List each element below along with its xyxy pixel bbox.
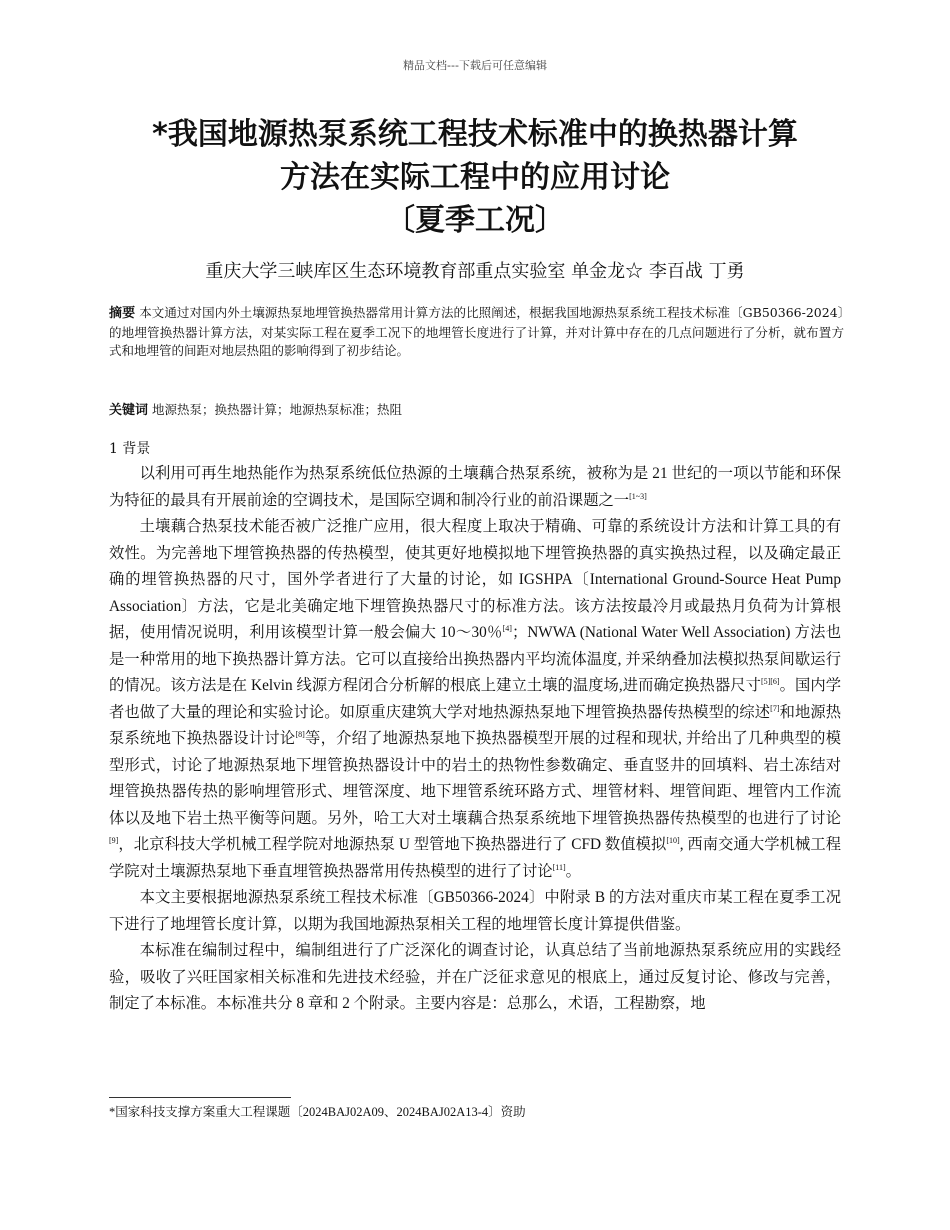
text-run: 。国内学者也做了大量的理论和实验讨论。如原重庆建筑大学对地热源热泵地下埋管换热器传热模型的综述 — [109, 677, 841, 721]
page-header: 精品文档---下载后可任意编辑 — [403, 59, 547, 72]
text-run: ，北京科技大学机械工程学院对地源热泵 U 型管地下换热器进行了 CFD 数值模拟 — [118, 836, 667, 853]
text-run: , 西南交通大学机械工程学院对土壤源热泵地下垂直埋管换热器常用传热模型的进行了讨论 — [109, 836, 841, 880]
citation: [8] — [295, 730, 305, 739]
body-text — [109, 461, 841, 1018]
text-run: ；NWWA (National Water Well Association) 方法也是一种常用的地下换热器计算方法。它可以直接给出换热器内平均流体温度, 并采纳叠加法模拟热泵间歇运行的情况。该方法是在 Kelvin 线源方程闭合分析解的根底上建立土壤的温度场,进而确定换热器尺寸 — [109, 624, 841, 694]
footnote: *国家科技支撑方案重大工程课题〔2024BAJ02A09、2024BAJ02A13-4〕资助 — [109, 1105, 526, 1119]
keywords — [109, 399, 844, 418]
abstract-label: 摘要 — [109, 306, 136, 321]
text-run: 。 — [565, 862, 581, 880]
citation: [10] — [666, 836, 680, 845]
text-run: 等，介绍了地源热泵地下换热器模型开展的过程和现状, 并给出了几种典型的模型形式，讨论了地源热泵地下埋管换热器设计中的岩土的热物性参数确定、垂直竖井的回填料、岩土冻结对埋管换热器传热的影响埋管形式、埋管深度、地下埋管系统环路方式、埋管材料、埋管间距、埋管内工作流体以及地下岩土热平衡等问题。另外，哈工大对土壤藕合热泵系统地下埋管换热器传热模型的也进行了讨论 — [109, 730, 841, 827]
abstract-text: 本文通过对国内外土壤源热泵地埋管换热器常用计算方法的比照阐述，根据我国地源热泵系统工程技术标准〔GB50366-2024〕的地埋管换热器计算方法，对某实际工程在夏季工况下的地埋管长度进行了计算，并对计算中存在的几点问题进行了分析，就布置方式和地埋管的间距对地层热阻的影响得到了初步结论。 — [109, 305, 844, 358]
text-run: 土壤藕合热泵技术能否被广泛推广应用，很大程度上取决于精确、可靠的系统设计方法和计算工具的有效性。为完善地下埋管换热器的传热模型，使其更好地模拟地下埋管换热器的真实换热过程，以及确定最正确的埋管换热器的尺寸，国外学者进行了大量的讨论，如 IGSHPA〔International Ground-Source Heat Pump Association〕方法，它是北美确定地下埋管换热器尺寸的标准方法。该方法按最冷月或最热月负荷为计算根据，使用情况说明，利用该模型计算一般会偏大 10～30％ — [109, 518, 841, 641]
citation: [7] — [770, 703, 780, 713]
title-line-1: *我国地源热泵系统工程技术标准中的换热器计算 — [152, 117, 798, 152]
author-line: 重庆大学三峡库区生态环境教育部重点实验室 单金龙☆ 李百战 丁勇 — [205, 261, 745, 282]
citation: [4] — [502, 624, 512, 633]
footnote-divider — [109, 1097, 291, 1098]
paper-title — [95, 113, 855, 242]
abstract — [109, 304, 844, 361]
citation: [1~3] — [629, 491, 647, 501]
title-line-3: 〔夏季工况〕 — [385, 203, 565, 238]
text-run: 以利用可再生地热能作为热泵系统低位热源的土壤藕合热泵系统，被称为是 21 世纪的一项以节能和环保为特征的最具有开展前途的空调技术，是国际空调和制冷行业的前沿课题之一 — [109, 465, 841, 509]
citation: [11] — [552, 862, 566, 872]
citation: [5][6] — [760, 677, 780, 686]
paragraph-2 — [109, 514, 841, 885]
keywords-label: 关键词 — [109, 403, 149, 418]
title-line-2: 方法在实际工程中的应用讨论 — [280, 160, 670, 195]
paragraph-3: 本文主要根据地源热泵系统工程技术标准〔GB50366-2024〕中附录 B 的方法对重庆市某工程在夏季工况下进行了地埋管长度计算，以期为我国地源热泵相关工程的地埋管长度计算提供借鉴。 — [109, 889, 841, 933]
section-heading: 1 背景 — [109, 441, 151, 457]
paragraph-1 — [109, 461, 841, 514]
paragraph-4: 本标准在编制过程中，编制组进行了广泛深化的调查讨论，认真总结了当前地源热泵系统应用的实践经验，吸收了兴旺国家相关标准和先进技术经验，并在广泛征求意见的根底上，通过反复讨论、修改与完善，制定了本标准。本标准共分 8 章和 2 个附录。主要内容是：总那么，术语，工程勘察，地 — [109, 942, 841, 1012]
text-run: 和地源热泵系统地下换热器设计讨论 — [109, 703, 841, 747]
keywords-text: 地源热泵；换热器计算；地源热泵标准；热阻 — [152, 402, 403, 417]
citation: [9] — [109, 836, 119, 845]
